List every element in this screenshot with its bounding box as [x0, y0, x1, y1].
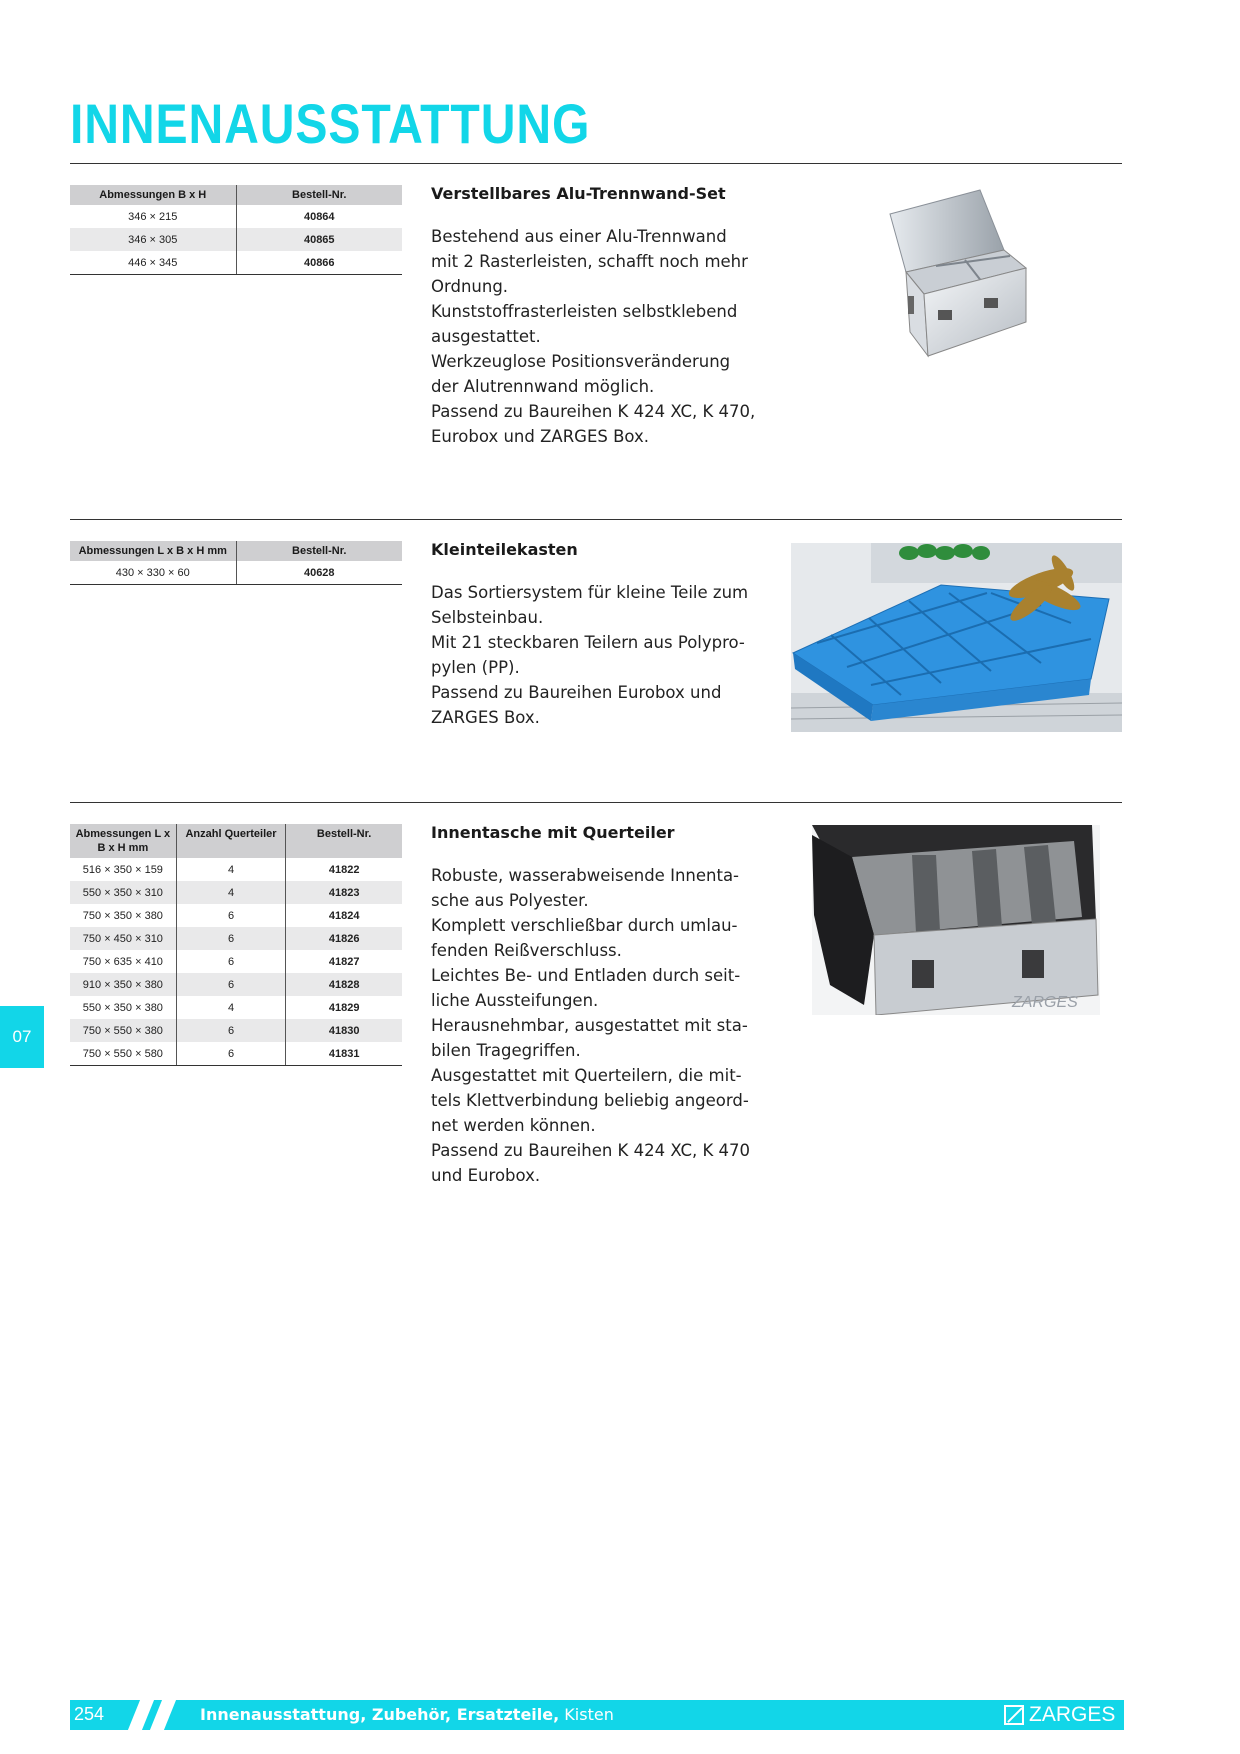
order-number-cell: 40864 [236, 205, 402, 228]
description-line: Ausgestattet mit Querteilern, die mit- [431, 1066, 742, 1085]
divider-count-cell: 4 [176, 858, 286, 881]
dimension-cell: 346 × 215 [128, 210, 178, 223]
description-line: mit 2 Rasterleisten, schafft noch mehr [431, 252, 748, 271]
spec-table-kleinteilekasten [70, 541, 402, 585]
dimension-cell: 550 × 350 × 310 [70, 881, 176, 904]
dimension-cell: 346 × 305 [70, 228, 236, 251]
product-description-kleinteilekasten [431, 580, 776, 730]
title-rule [70, 163, 1122, 164]
dimension-cell: 516 × 350 × 159 [82, 863, 163, 876]
table-header: Abmessungen B x H [70, 185, 236, 205]
divider-count-cell: 6 [176, 973, 286, 996]
product-heading-innentasche: Innentasche mit Querteiler [431, 823, 675, 842]
description-line: ausgestattet. [431, 327, 541, 346]
description-line: Leichtes Be- und Entladen durch seit- [431, 966, 741, 985]
table-row [70, 858, 402, 881]
table-row [70, 251, 402, 275]
table-row [70, 973, 402, 996]
parts-tray-photo [791, 543, 1122, 732]
description-line: Selbsteinbau. [431, 608, 544, 627]
footer-slash-decoration [149, 1698, 177, 1732]
divider-count-cell: 6 [176, 927, 286, 950]
zarges-logo-icon [1004, 1705, 1024, 1725]
section-rule [70, 802, 1122, 803]
description-line: Eurobox und ZARGES Box. [431, 427, 650, 446]
table-row [70, 561, 402, 585]
order-number-cell: 41831 [286, 1042, 402, 1066]
table-header: Bestell-Nr. [236, 185, 402, 205]
description-line: und Eurobox. [431, 1166, 541, 1185]
product-description-innentasche [431, 863, 776, 1188]
dimension-cell: 550 × 350 × 380 [82, 1001, 163, 1014]
table-row [70, 228, 402, 251]
order-number-cell: 41822 [286, 858, 402, 881]
description-line: Passend zu Baureihen K 424 XC, K 470 [431, 1141, 751, 1160]
description-line: Bestehend aus einer Alu-Trennwand [431, 227, 727, 246]
order-number-cell: 41824 [286, 904, 402, 927]
description-line: Werkzeuglose Positionsveränderung [431, 352, 731, 371]
order-number-cell: 41830 [286, 1019, 402, 1042]
description-line: fenden Reißverschluss. [431, 941, 622, 960]
page-title: INNENAUSSTATTUNG [70, 92, 591, 155]
order-number-cell: 41828 [286, 973, 402, 996]
spec-table-trennwand [70, 185, 402, 275]
order-number-cell: 41827 [286, 950, 402, 973]
description-line: Kunststoffrasterleisten selbstklebend [431, 302, 738, 321]
order-number-cell: 41823 [286, 881, 402, 904]
table-header: Bestell-Nr. [286, 824, 402, 858]
footer-section-bold: Innenausstattung, Zubehör, Ersatzteile, [200, 1705, 560, 1724]
footer-section-title [200, 1705, 614, 1724]
table-row [70, 927, 402, 950]
spec-table-innentasche [70, 824, 402, 1066]
table-header: Anzahl Querteiler [176, 824, 286, 858]
table-header: Bestell-Nr. [236, 541, 402, 561]
table-row [70, 881, 402, 904]
description-line: bilen Tragegriffen. [431, 1041, 581, 1060]
dimension-cell: 750 × 635 × 410 [82, 955, 163, 968]
order-number-cell: 41829 [286, 996, 402, 1019]
divider-count-cell: 6 [176, 1019, 286, 1042]
order-number-cell: 40865 [236, 228, 402, 251]
description-line: Robuste, wasserabweisende Innenta- [431, 866, 740, 885]
dimension-cell: 750 × 550 × 580 [70, 1042, 176, 1066]
dimension-cell: 750 × 550 × 380 [70, 1019, 176, 1042]
table-header: Abmessungen L x B x H mm [70, 541, 236, 561]
divider-count-cell: 6 [176, 950, 286, 973]
dimension-cell: 430 × 330 × 60 [70, 561, 236, 585]
table-row [70, 205, 402, 228]
dimension-cell: 910 × 350 × 380 [70, 973, 176, 996]
zarges-logo [1004, 1703, 1115, 1727]
dimension-cell: 750 × 450 × 310 [70, 927, 176, 950]
table-row [70, 1042, 402, 1066]
description-line: net werden können. [431, 1116, 596, 1135]
table-row [70, 1019, 402, 1042]
divider-count-cell: 4 [176, 881, 286, 904]
divider-count-cell: 6 [176, 904, 286, 927]
divider-count-cell: 4 [176, 996, 286, 1019]
table-header: Abmessungen L x B x H mm [70, 824, 176, 858]
chapter-tab: 07 [0, 1006, 44, 1068]
dimension-cell: 750 × 350 × 380 [82, 909, 163, 922]
description-line: Herausnehmbar, ausgestattet mit sta- [431, 1016, 748, 1035]
table-row [70, 950, 402, 973]
description-line: sche aus Polyester. [431, 891, 589, 910]
table-row [70, 904, 402, 927]
description-line: der Alutrennwand möglich. [431, 377, 655, 396]
description-line: Passend zu Baureihen Eurobox und [431, 683, 722, 702]
product-heading-trennwand: Verstellbares Alu-Trennwand-Set [431, 184, 726, 203]
product-description-trennwand [431, 224, 776, 449]
order-number-cell: 40628 [236, 561, 402, 585]
description-line: Ordnung. [431, 277, 509, 296]
zarges-logo-text: ZARGES [1029, 1703, 1116, 1726]
description-line: Mit 21 steckbaren Teilern aus Polypro- [431, 633, 745, 652]
footer-section-light: Kisten [564, 1705, 614, 1724]
page-number: 254 [74, 1704, 105, 1724]
product-heading-kleinteilekasten: Kleinteilekasten [431, 540, 578, 559]
order-number-cell: 41826 [286, 927, 402, 950]
description-line: Passend zu Baureihen K 424 XC, K 470, [431, 402, 756, 421]
description-line: ZARGES Box. [431, 708, 540, 727]
description-line: pylen (PP). [431, 658, 520, 677]
divider-count-cell: 6 [176, 1042, 286, 1066]
dimension-cell: 446 × 345 [70, 251, 236, 275]
alu-case-divider-photo [880, 186, 1030, 366]
description-line: liche Aussteifungen. [431, 991, 599, 1010]
table-row [70, 996, 402, 1019]
section-rule [70, 519, 1122, 520]
description-line: tels Klettverbindung beliebig angeord- [431, 1091, 749, 1110]
description-line: Das Sortiersystem für kleine Teile zum [431, 583, 749, 602]
footer-bar [70, 1700, 1124, 1730]
inner-bag-photo [812, 825, 1100, 1015]
box-brand-text: ZARGES [1012, 994, 1078, 1011]
order-number-cell: 40866 [236, 251, 402, 275]
description-line: Komplett verschließbar durch umlau- [431, 916, 738, 935]
